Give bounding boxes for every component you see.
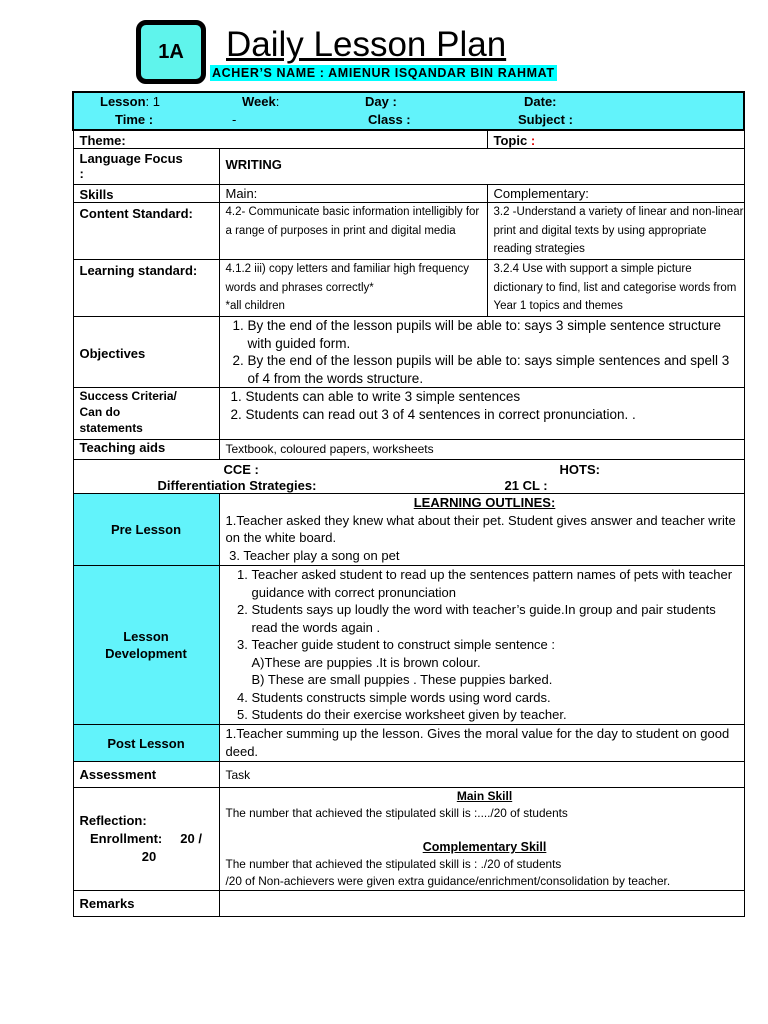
info-header-row: [73, 92, 744, 130]
date-field: Date:: [524, 94, 557, 109]
cce-label: CCE :: [223, 462, 259, 477]
language-focus-row: [73, 149, 744, 185]
pre-lesson-label: Pre Lesson: [73, 494, 219, 566]
day-field: Day :: [365, 94, 397, 109]
language-focus-label: Language Focus :: [73, 149, 219, 185]
learning-outlines-heading: LEARNING OUTLINES:: [413, 495, 556, 510]
skills-complementary: Complementary:: [487, 185, 744, 203]
class-badge: 1A: [136, 20, 206, 84]
theme-row: [73, 130, 744, 149]
cce-hots-cell: [73, 460, 744, 494]
success-criteria-item: 1. Students can able to write 3 simple sentences: [246, 388, 744, 406]
lesson-plan-table: [72, 91, 745, 917]
post-lesson-row: [73, 725, 744, 762]
objectives-list: [219, 317, 744, 388]
reflection-row: [73, 788, 744, 891]
development-step: 2. Students says up loudly the word with teacher’s guide.In group and pair students read the words again .: [252, 601, 744, 636]
learning-standard-complementary: 3.2.4 Use with support a simple picture dictionary to find, list and categorise words from Year 1 topics and themes: [487, 260, 744, 317]
post-lesson-content: 1.Teacher summing up the lesson. Gives the moral value for the day to student on good deed.: [219, 725, 744, 762]
pre-lesson-row: [73, 494, 744, 566]
learning-standard-row: [73, 260, 744, 317]
teaching-aids-value: Textbook, coloured papers, worksheets: [219, 440, 744, 460]
lesson-development-content: [219, 566, 744, 725]
subject-field: Subject :: [518, 112, 573, 127]
lesson-development-label: Lesson Development: [73, 566, 219, 725]
lesson-field: Lesson: 1: [100, 94, 160, 109]
hots-label: HOTS:: [559, 462, 600, 477]
page-title: Daily Lesson Plan: [226, 25, 507, 64]
complementary-skill-heading: Complementary Skill: [422, 840, 547, 854]
content-standard-label: Content Standard:: [73, 203, 219, 260]
teaching-aids-label: Teaching aids: [73, 440, 219, 460]
remarks-row: [73, 891, 744, 917]
time-field: Time :: [115, 112, 154, 127]
week-field: Week:: [242, 94, 280, 109]
main-skill-heading: Main Skill: [456, 789, 513, 803]
topic-label: Topic :: [487, 130, 744, 149]
teaching-aids-row: [73, 440, 744, 460]
cl-label: 21 CL :: [504, 478, 548, 493]
reflection-label: Reflection: Enrollment: 20 / 20: [73, 788, 219, 891]
development-step: 5. Students do their exercise worksheet given by teacher.: [252, 706, 744, 724]
success-criteria-list: [219, 388, 744, 440]
post-lesson-label: Post Lesson: [73, 725, 219, 762]
reflection-content: Main Skill The number that achieved the stipulated skill is :..../20 of students Complementary Skill The number that achieved the stipulated skill is : ./20 of students /20 of Non-achievers were given extra guidance/enrichment/consolidation by teacher.: [219, 788, 744, 891]
learning-standard-label: Learning standard:: [73, 260, 219, 317]
remarks-label: Remarks: [73, 891, 219, 917]
info-header: [73, 92, 744, 130]
content-standard-complementary: 3.2 -Understand a variety of linear and non-linear print and digital texts by using appropriate reading strategies: [487, 203, 744, 260]
differentiation-label: Differentiation Strategies:: [157, 478, 317, 493]
language-focus-value: WRITING: [219, 149, 744, 185]
lesson-development-row: [73, 566, 744, 725]
content-standard-main: 4.2- Communicate basic information intelligibly for a range of purposes in print and digital media: [219, 203, 487, 260]
objective-item: 1. By the end of the lesson pupils will be able to: says 3 simple sentence structure with guided form.: [248, 317, 744, 352]
skills-row: [73, 185, 744, 203]
objectives-row: [73, 317, 744, 388]
success-criteria-row: [73, 388, 744, 440]
remarks-value: [219, 891, 744, 917]
development-step: 1. Teacher asked student to read up the sentences pattern names of pets with teacher guidance with correct pronunciation: [252, 566, 744, 601]
assessment-value: Task: [219, 762, 744, 788]
class-field: Class :: [368, 112, 411, 127]
objective-item: 2. By the end of the lesson pupils will be able to: says simple sentences and spell 3 of 4 from the words structure.: [248, 352, 744, 387]
assessment-row: [73, 762, 744, 788]
pre-lesson-content: LEARNING OUTLINES: 1.Teacher asked they knew what about their pet. Student gives answer and teacher write on the white board. 3. Teacher play a song on pet: [219, 494, 744, 566]
content-standard-row: [73, 203, 744, 260]
skills-main: Main:: [219, 185, 487, 203]
assessment-label: Assessment: [73, 762, 219, 788]
teacher-name-line: ACHER’S NAME : AMIENUR ISQANDAR BIN RAHMAT: [212, 66, 555, 80]
success-criteria-item: 2. Students can read out 3 of 4 sentences in correct pronunciation. .: [246, 406, 744, 424]
learning-standard-main: 4.1.2 iii) copy letters and familiar high frequency words and phrases correctly* *all children: [219, 260, 487, 317]
time-value: -: [232, 112, 237, 127]
success-criteria-label: Success Criteria/ Can do statements: [73, 388, 219, 440]
objectives-label: Objectives: [73, 317, 219, 388]
development-step: 3. Teacher guide student to construct simple sentence : A)These are puppies .It is brown colour. B) These are small puppies . These puppies barked.: [252, 636, 744, 689]
development-step: 4. Students constructs simple words using word cards.: [252, 689, 744, 707]
cce-row: [73, 460, 744, 494]
theme-label: Theme:: [73, 130, 487, 149]
skills-label: Skills: [73, 185, 219, 203]
